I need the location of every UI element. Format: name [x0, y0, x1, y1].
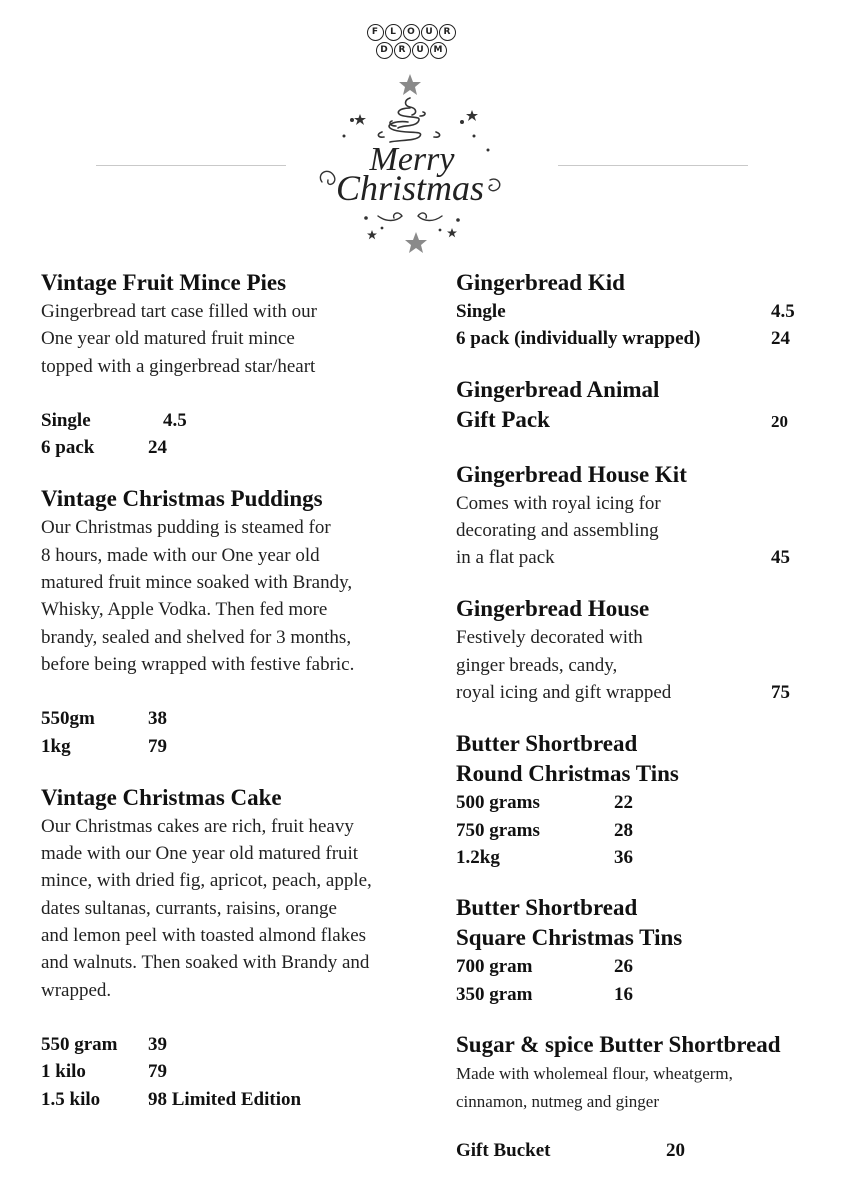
- product-title: Butter Shortbread: [456, 895, 638, 921]
- title-price-row: [456, 405, 806, 437]
- price-label: 6 pack: [41, 437, 95, 459]
- product-title: Butter Shortbread: [456, 731, 638, 757]
- desc-line: topped with a gingerbread star/heart: [41, 355, 316, 377]
- logo-letter: U: [421, 24, 438, 41]
- swirl-tree-icon: [378, 98, 439, 142]
- price-value: 26: [614, 956, 633, 978]
- header-divider-right: [558, 165, 748, 166]
- price-list: [456, 298, 806, 353]
- right-column: [456, 268, 806, 1164]
- price-list: [41, 407, 421, 462]
- product-title-line2: Gift Pack: [456, 406, 550, 432]
- price-value: 36: [614, 846, 633, 868]
- desc-line: and walnuts. Then soaked with Brandy and: [41, 952, 370, 974]
- desc-line: before being wrapped with festive fabric.: [41, 653, 355, 675]
- logo-letter: R: [439, 24, 456, 41]
- desc-line: and lemon peel with toasted almond flakes: [41, 925, 367, 947]
- round-tins-section: [456, 729, 806, 871]
- product-title: Sugar & spice Butter Shortbread: [456, 1031, 781, 1057]
- desc-line: Made with wholemeal flour, wheatgerm,: [456, 1063, 733, 1083]
- price-row: [456, 981, 806, 1008]
- price-value: 24: [148, 437, 167, 459]
- price-list: [41, 1031, 421, 1113]
- price-label: Single: [456, 301, 506, 322]
- desc-line: Gingerbread tart case filled with our: [41, 301, 317, 322]
- product-title: Vintage Christmas Cake: [41, 784, 282, 810]
- price-value: 24: [771, 328, 790, 350]
- flour-drum-logo: [362, 24, 460, 68]
- price-value: 98 Limited Edition: [148, 1088, 302, 1110]
- price-label: 6 pack (individually wrapped): [456, 328, 701, 350]
- price-list: [41, 705, 421, 760]
- desc-line: One year old matured fruit mince: [41, 328, 295, 350]
- logo-letter: R: [394, 42, 411, 59]
- price-label: 750 grams: [456, 819, 540, 841]
- mince-pies-section: [41, 268, 421, 461]
- header-divider-left: [96, 165, 286, 166]
- puddings-section: [41, 484, 421, 759]
- product-description: [456, 1060, 806, 1116]
- desc-line: mince, with dried fig, apricot, peach, apple,: [41, 870, 372, 892]
- product-description: [456, 624, 806, 679]
- desc-line: 8 hours, made with our One year old: [41, 544, 320, 566]
- desc-line: Festively decorated with: [456, 627, 643, 649]
- desc-line: cinnamon, nutmeg and ginger: [456, 1091, 660, 1111]
- logo-letter: D: [376, 42, 393, 59]
- gingerbread-house-section: [456, 594, 806, 706]
- price-label: 550 gram: [41, 1033, 118, 1055]
- gingerbread-kid-section: [456, 268, 806, 353]
- desc-price-row: [456, 679, 806, 706]
- price-label: 350 gram: [456, 983, 533, 1005]
- desc-line: royal icing and gift wrapped: [456, 682, 672, 704]
- price-label: 700 gram: [456, 956, 533, 978]
- price-label: 1.2kg: [456, 846, 500, 868]
- square-tins-section: [456, 893, 806, 1008]
- logo-letter: U: [412, 42, 429, 59]
- price-row: [41, 1031, 421, 1058]
- greeting-merry: Merry: [369, 141, 455, 178]
- price-value: 20: [666, 1139, 685, 1161]
- bottom-star-icon: [405, 232, 427, 253]
- price-list: [456, 1137, 806, 1164]
- price-value: 79: [148, 1061, 167, 1083]
- price-value: 79: [148, 735, 167, 757]
- price-value: 4.5: [163, 409, 187, 431]
- desc-line: Comes with royal icing for: [456, 492, 661, 514]
- price-row: [456, 298, 806, 325]
- price-row: [456, 817, 806, 844]
- price-row: [456, 325, 806, 352]
- price-row: [41, 1058, 421, 1085]
- price-value: 16: [614, 983, 633, 1005]
- desc-line: brandy, sealed and shelved for 3 months,: [41, 626, 352, 648]
- desc-line: Our Christmas cakes are rich, fruit heavy: [41, 815, 354, 837]
- price-value: 75: [771, 682, 790, 704]
- house-kit-section: [456, 460, 806, 572]
- price-label: 500 grams: [456, 792, 540, 814]
- price-label: 1 kilo: [41, 1061, 86, 1083]
- product-title: Gingerbread Kid: [456, 270, 625, 295]
- greeting-christmas: Christmas: [335, 168, 485, 208]
- sugar-spice-section: [456, 1030, 806, 1164]
- desc-line: Whisky, Apple Vodka. Then fed more: [41, 599, 328, 621]
- product-title: Gingerbread Animal: [456, 376, 660, 402]
- desc-line: matured fruit mince soaked with Brandy,: [41, 572, 353, 594]
- price-label: 1.5 kilo: [41, 1088, 101, 1110]
- logo-letter: L: [385, 24, 402, 41]
- price-row: [41, 705, 421, 732]
- price-label: Gift Bucket: [456, 1139, 551, 1161]
- desc-line: made with our One year old matured fruit: [41, 843, 359, 865]
- product-title-line2: Square Christmas Tins: [456, 925, 683, 951]
- desc-line: decorating and assembling: [456, 519, 659, 541]
- price-list: [456, 789, 806, 871]
- product-description: [41, 298, 421, 380]
- logo-letter: M: [430, 42, 447, 59]
- product-title: Vintage Christmas Puddings: [41, 486, 323, 512]
- desc-line: in a flat pack: [456, 547, 555, 569]
- price-label: 550gm: [41, 708, 95, 730]
- price-value: 45: [771, 547, 790, 569]
- price-row: [456, 789, 806, 816]
- price-value: 28: [614, 819, 633, 841]
- price-value: 39: [148, 1033, 167, 1055]
- price-label: 1kg: [41, 735, 71, 757]
- desc-price-row: [456, 544, 806, 571]
- desc-line: Our Christmas pudding is steamed for: [41, 517, 331, 539]
- price-value: 20: [771, 411, 788, 431]
- desc-line: wrapped.: [41, 979, 112, 1001]
- price-value: 4.5: [771, 301, 795, 322]
- product-description: [41, 813, 421, 1004]
- logo-row-drum: [362, 42, 460, 59]
- price-row: [456, 953, 806, 980]
- product-title: Vintage Fruit Mince Pies: [41, 270, 287, 295]
- logo-row-flour: [362, 24, 460, 41]
- desc-line: dates sultanas, currants, raisins, orange: [41, 897, 337, 919]
- desc-line: ginger breads, candy,: [456, 654, 618, 676]
- price-value: 38: [148, 708, 167, 730]
- left-column: [41, 268, 421, 1113]
- logo-letter: F: [367, 24, 384, 41]
- price-list: [456, 953, 806, 1008]
- top-star-icon: [399, 74, 421, 95]
- price-row: [456, 844, 806, 871]
- cake-section: [41, 783, 421, 1113]
- price-row: [41, 407, 421, 434]
- product-title: Gingerbread House Kit: [456, 461, 687, 487]
- price-row: [41, 434, 421, 461]
- price-row: [41, 1086, 421, 1113]
- product-description: [456, 490, 806, 545]
- price-value: 22: [614, 792, 633, 814]
- gingerbread-animal-section: [456, 375, 806, 437]
- product-description: [41, 514, 421, 678]
- logo-letter: O: [403, 24, 420, 41]
- price-row: [456, 1137, 806, 1164]
- merry-christmas-ornament: [312, 70, 508, 256]
- price-label: Single: [41, 409, 91, 431]
- price-row: [41, 733, 421, 760]
- product-title-line2: Round Christmas Tins: [456, 761, 679, 787]
- product-title: Gingerbread House: [456, 596, 650, 622]
